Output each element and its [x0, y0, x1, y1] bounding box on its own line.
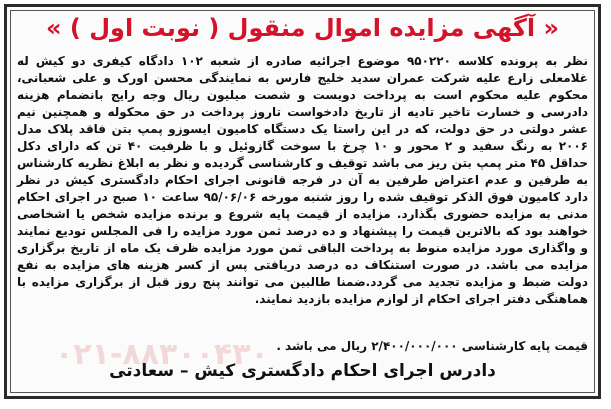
notice-signature: دادرس اجرای احکام دادگستری کیش – سعادتی	[109, 361, 496, 381]
notice-title: « آگهی مزایده اموال منقول ( نوبت اول ) »	[46, 14, 559, 42]
base-price-line: قیمت پایه کارشناسی ۲/۴۰۰/۰۰۰/۰۰۰ ریال می باشد .	[276, 339, 588, 353]
auction-notice	[4, 4, 601, 399]
phone-watermark: ۰۲۱-۸۸۳۰۰۴۳۰	[55, 337, 269, 372]
notice-body-paragraph: نظر به پرونده کلاسه ۹۵۰۲۲۰ موضوع اجرائیه صادره از شعبه ۱۰۲ دادگاه کیفری دو کیش له غلامعلی زارع علیه شرکت عمران سدید خلیج فارس به نمایندگی محسن اورک و علی شعبانی، محکوم علیه محکوم است به پرداخت دویست و شصت میلیون ریال وجه رایج بانضمام هزینه دادرسی و خسارت تاخیر تادیه از تاریخ دادخواست تاروز پرداخت در حق محکوله و همچنین نیم عشر دولتی در حق دولت، که در این راستا یک دستگاه کامیون ایسوزو پمپ بتن فاقد پلاک مدل ۲۰۰۶ به رنگ سفید و ۲ محور و ۱۰ چرخ با سوخت گازوئیل و با ظرفیت ۴۰ تن که دارای دکل حداقل ۴۵ متر پمپ بتن ریز می باشد توقیف و کارشناسی گردیده و نظر به ابلاغ نظریه کارشناس به طرفین و عدم اعتراض طرفین به آن در فرجه قانونی اجرای احکام دادگستری کیش در نظر دارد کامیون فوق الذکر توقیف شده را روز شنبه مورخه ۹۵/۰۶/۰۶ ساعت ۱۰ صبح در اجرای احکام مدنی به مزایده حضوری بگذارد. مزایده از قیمت پایه شروع و برنده مزایده شخص یا اشخاصی خواهند بود که بالاترین قیمت را پیشنهاد و ده درصد ثمن مورد مزایده را فی المجلس تودیع نمایند و واگذاری مورد مزایده منوط به پرداخت الباقی ثمن مورد مزایده ظرف یک ماه از تاریخ برگزاری مزایده می باشد. در صورت استنکاف ده درصد دریافتی پس از کسر هزینه های مزایده به نفع دولت ضبط و مزایده تجدید می گردد.ضمنا طالبین می توانند پنج روز قبل از برگزاری مزایده با هماهنگی دفتر اجرای احکام از لوازم مزایده بازدید نمایند.	[17, 54, 588, 306]
notice-body	[17, 53, 588, 308]
